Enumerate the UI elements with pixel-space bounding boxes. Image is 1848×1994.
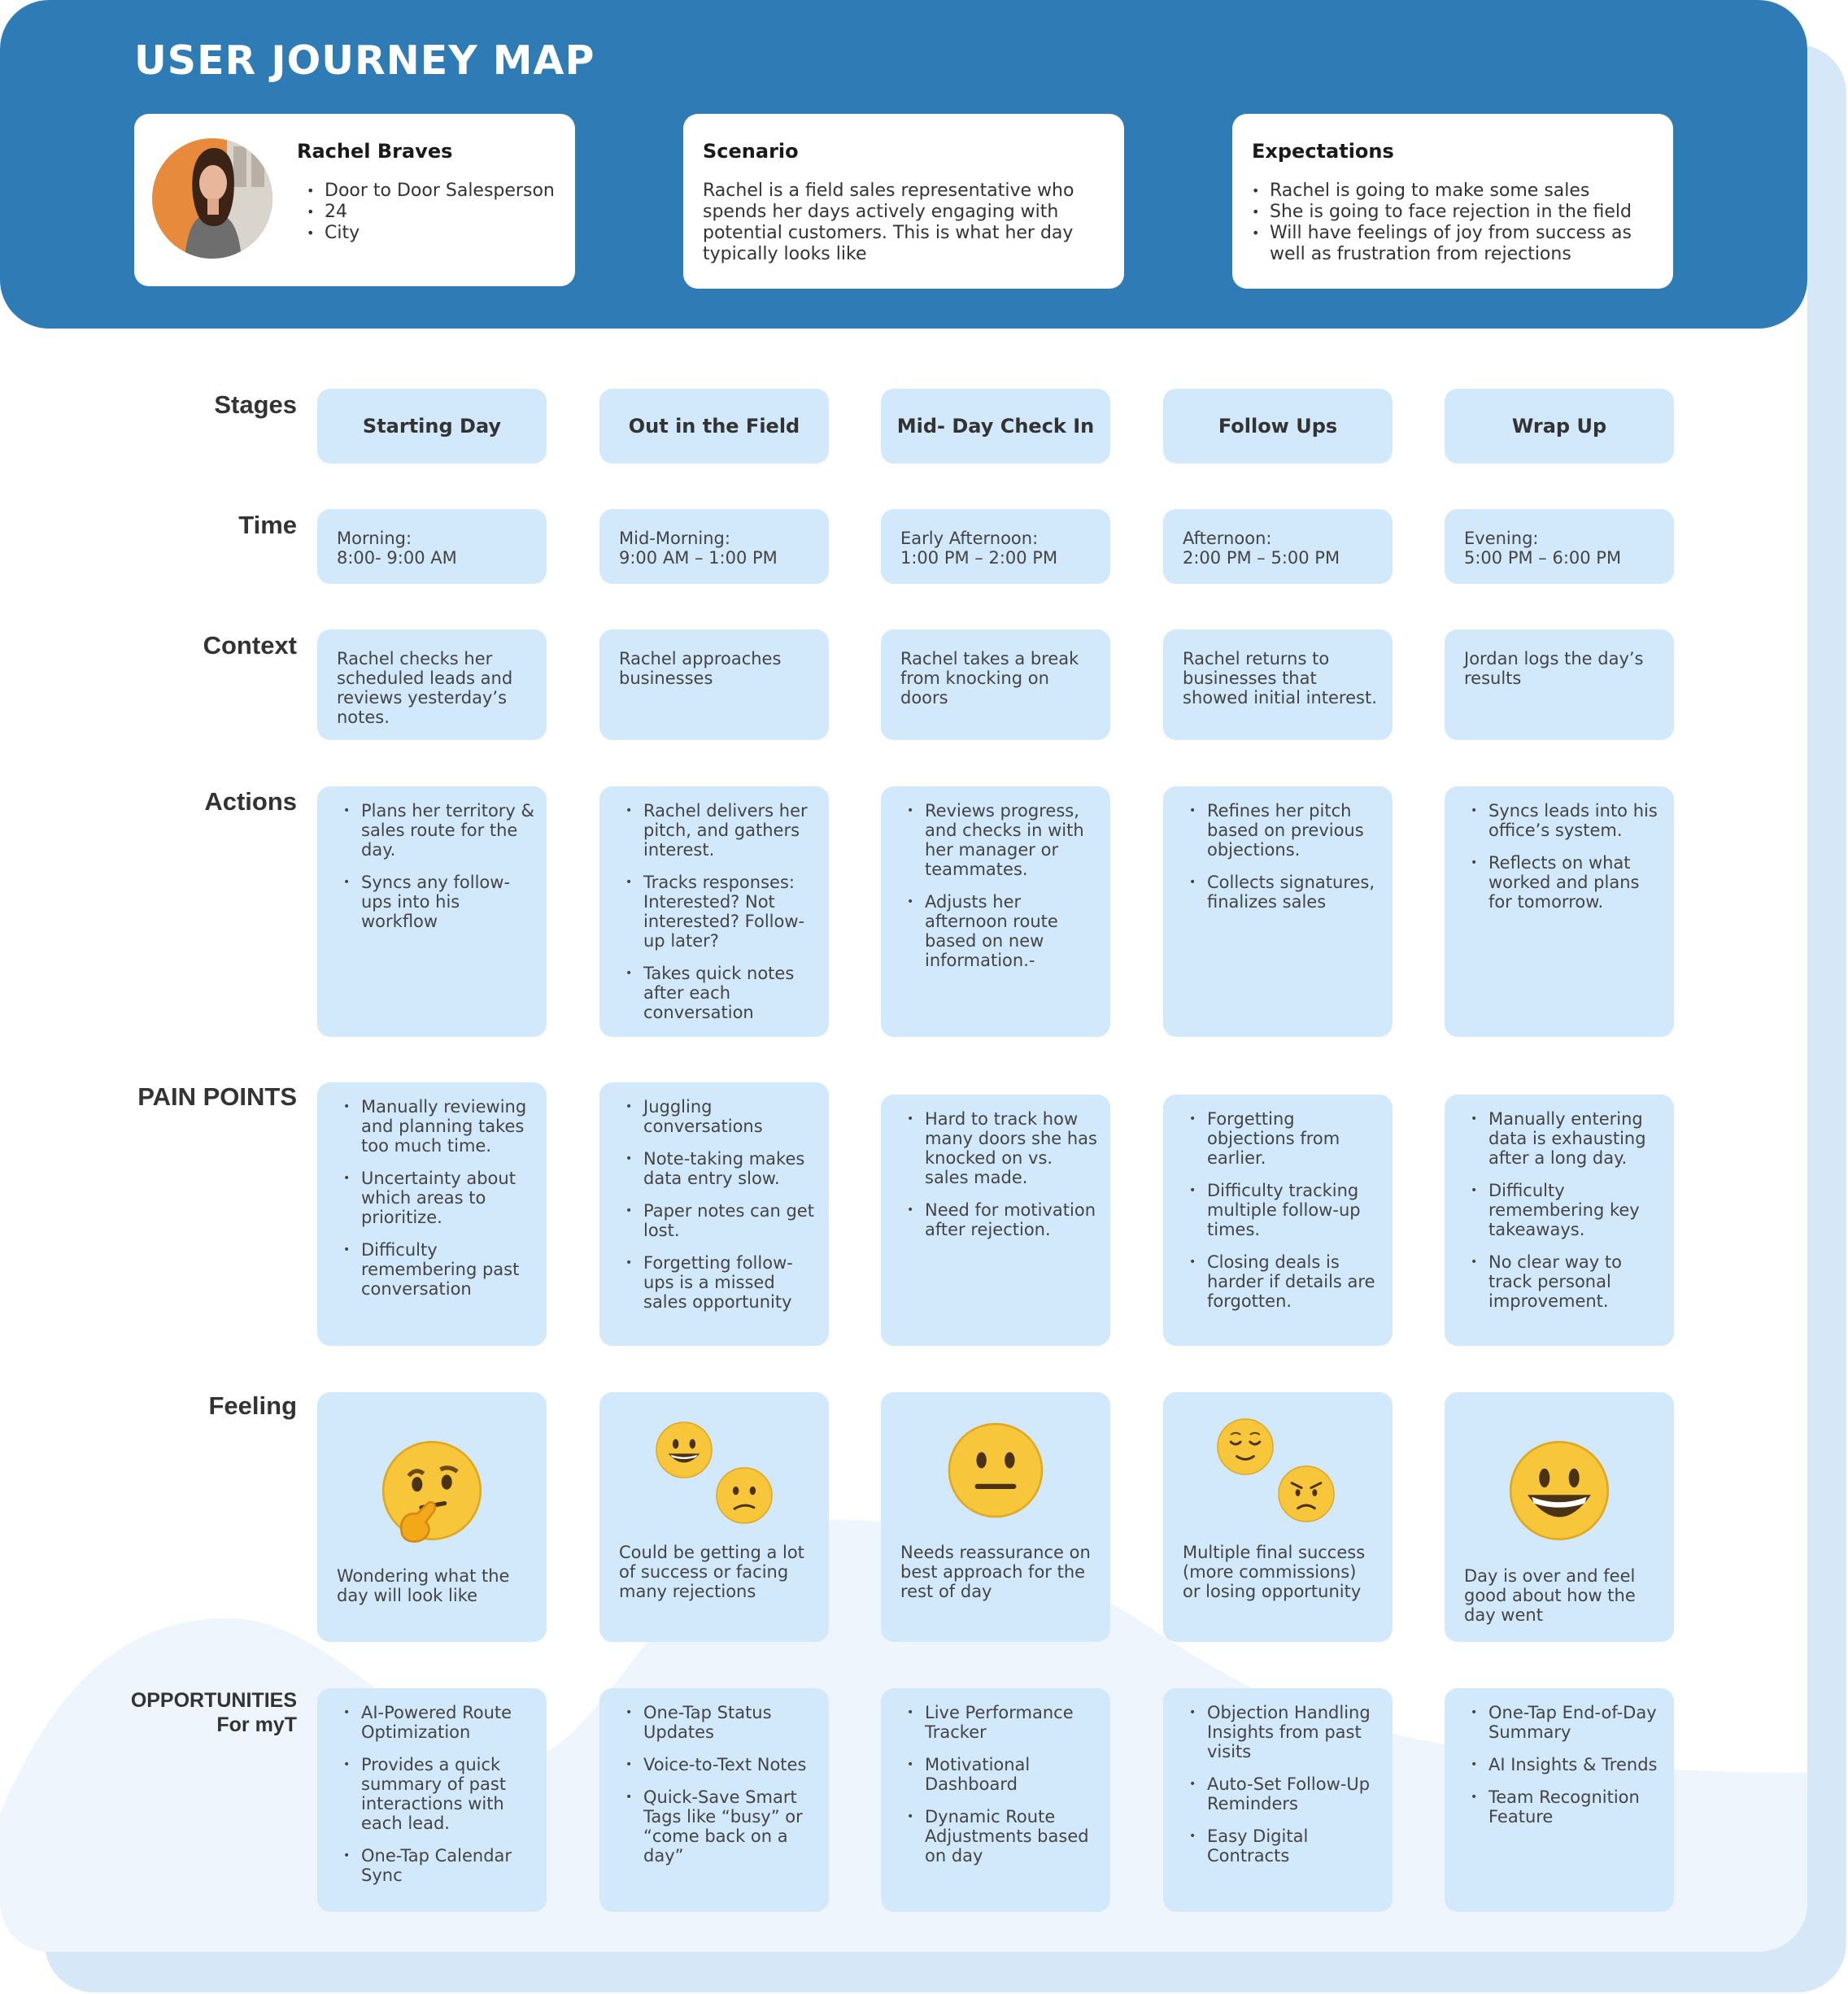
opportunity-item: • Auto-Set Follow-Up Reminders [1183, 1774, 1381, 1813]
angry-face-emoji [1276, 1464, 1336, 1524]
feeling-text: Multiple final success (more commissions) or losing opportunity [1183, 1543, 1366, 1601]
neutral-face-emoji [945, 1420, 1046, 1521]
feeling-cell [1163, 1392, 1393, 1642]
action-item-list [1183, 801, 1381, 925]
action-item: • Tracks responses: Interested? Not interested? Follow-up later? [619, 873, 817, 951]
pain-point-item: • Hard to track how many doors she has knocked on vs. sales made. [900, 1109, 1099, 1187]
pain-point-item: • Uncertainty about which areas to prioritize. [337, 1169, 535, 1227]
row-label-opportunities-line1: OPPORTUNITIES [130, 1689, 297, 1712]
pain-points-cell [881, 1095, 1110, 1346]
pain-points-cell [1445, 1095, 1674, 1346]
time-cell [1163, 509, 1393, 584]
opportunity-item-list [619, 1703, 817, 1879]
action-item: • Rachel delivers her pitch, and gathers interest. [619, 801, 817, 860]
pain-point-item: • Closing deals is harder if details are forgotten. [1183, 1252, 1381, 1311]
opportunities-cell [1445, 1688, 1674, 1912]
expectations-title: Expectations [1252, 140, 1394, 163]
row-label-pain-points: PAIN POINTS [137, 1082, 297, 1111]
opportunity-item: • Team Recognition Feature [1464, 1787, 1663, 1826]
context-text: Rachel approaches businesses [619, 649, 782, 688]
pain-point-item: • Difficulty tracking multiple follow-up times. [1183, 1181, 1381, 1239]
pain-point-item: • Need for motivation after rejection. [900, 1200, 1099, 1239]
time-text: Early Afternoon: 1:00 PM – 2:00 PM [900, 529, 1058, 568]
action-item: • Adjusts her afternoon route based on new information.- [900, 892, 1099, 970]
opportunities-cell [1163, 1688, 1393, 1912]
actions-cell [881, 786, 1110, 1037]
actions-cell [599, 786, 829, 1037]
context-cell [317, 629, 547, 740]
pain-points-cell [1163, 1095, 1393, 1346]
context-cell [1445, 629, 1674, 740]
persona-name: Rachel Braves [297, 140, 453, 163]
pain-point-item-list [619, 1097, 817, 1325]
pain-point-item-list [900, 1109, 1099, 1252]
pain-point-item: • Note-taking makes data entry slow. [619, 1149, 817, 1188]
expectation-item: • Rachel is going to make some sales [1252, 181, 1642, 202]
action-item: • Reflects on what worked and plans for tomorrow. [1464, 853, 1663, 912]
opportunity-item: • One-Tap Status Updates [619, 1703, 817, 1742]
opportunity-item: • AI Insights & Trends [1464, 1755, 1663, 1774]
time-cell [1445, 509, 1674, 584]
opportunity-item: • AI-Powered Route Optimization [337, 1703, 535, 1742]
feeling-text: Could be getting a lot of success or facing many rejections [619, 1543, 804, 1601]
row-label-actions: Actions [204, 787, 297, 816]
context-text: Rachel takes a break from knocking on doors [900, 649, 1079, 707]
action-item: • Syncs leads into his office’s system. [1464, 801, 1663, 840]
actions-cell [1445, 786, 1674, 1037]
expectation-item: • She is going to face rejection in the field [1252, 202, 1642, 223]
opportunity-item: • Easy Digital Contracts [1183, 1826, 1381, 1866]
pain-points-cell [317, 1082, 547, 1346]
big-smile-face-emoji [1506, 1438, 1612, 1543]
time-cell [881, 509, 1110, 584]
expectation-item: • Will have feelings of joy from success as well as frustration from rejections [1252, 223, 1642, 265]
action-item: • Collects signatures, finalizes sales [1183, 873, 1381, 912]
opportunity-item-list [900, 1703, 1099, 1879]
thinking-face-emoji [379, 1438, 485, 1543]
time-cell [599, 509, 829, 584]
time-text: Mid-Morning: 9:00 AM – 1:00 PM [619, 529, 778, 568]
opportunity-item: • Objection Handling Insights from past visits [1183, 1703, 1381, 1761]
feeling-cell [1445, 1392, 1674, 1642]
grinning-face-emoji [654, 1420, 714, 1480]
pain-point-item-list [337, 1097, 535, 1312]
feeling-text: Wondering what the day will look like [337, 1566, 510, 1605]
opportunities-cell [317, 1688, 547, 1912]
row-label-opportunities [131, 1688, 297, 1737]
pain-point-item-list [1183, 1109, 1381, 1324]
header [0, 0, 1807, 329]
stage-header: Starting Day [317, 389, 547, 464]
action-item-list [337, 801, 535, 944]
stage-header: Mid- Day Check In [881, 389, 1110, 464]
opportunity-item-list [1464, 1703, 1663, 1839]
stage-header: Wrap Up [1445, 389, 1674, 464]
action-item: • Reviews progress, and checks in with her manager or teammates. [900, 801, 1099, 879]
pain-point-item: • Difficulty remembering past conversation [337, 1240, 535, 1299]
opportunity-item: • One-Tap Calendar Sync [337, 1846, 535, 1885]
context-text: Rachel checks her scheduled leads and reviews yesterday’s notes. [337, 649, 513, 727]
time-cell [317, 509, 547, 584]
pain-point-item: • Manually reviewing and planning takes too much time. [337, 1097, 535, 1156]
opportunity-item-list [337, 1703, 535, 1898]
feeling-text: Day is over and feel good about how the day went [1464, 1566, 1636, 1625]
pain-point-item: • No clear way to track personal improvement. [1464, 1252, 1663, 1311]
persona-card [134, 114, 575, 286]
opportunity-item: • One-Tap End-of-Day Summary [1464, 1703, 1663, 1742]
scenario-title: Scenario [703, 140, 799, 163]
scenario-text: Rachel is a field sales representative who spends her days actively engaging with potential customers. This is what her day typically looks like [703, 181, 1074, 264]
feeling-cell [317, 1392, 547, 1642]
pain-point-item: • Juggling conversations [619, 1097, 817, 1136]
context-text: Jordan logs the day’s results [1464, 649, 1644, 688]
scenario-card [683, 114, 1124, 289]
persona-avatar [152, 138, 272, 259]
action-item-list [1464, 801, 1663, 925]
feeling-cell [881, 1392, 1110, 1642]
opportunity-item: • Motivational Dashboard [900, 1755, 1099, 1794]
expectations-card [1232, 114, 1673, 289]
confused-face-emoji [714, 1465, 774, 1526]
stage-header: Follow Ups [1163, 389, 1393, 464]
page-title: USER JOURNEY MAP [134, 37, 595, 84]
persona-detail: • City [307, 223, 555, 244]
action-item: • Syncs any follow-ups into his workflow [337, 873, 535, 931]
context-cell [1163, 629, 1393, 740]
opportunity-item: • Quick-Save Smart Tags like “busy” or “come back on a day” [619, 1787, 817, 1866]
pain-point-item: • Manually entering data is exhausting after a long day. [1464, 1109, 1663, 1168]
opportunity-item: • Dynamic Route Adjustments based on day [900, 1807, 1099, 1866]
pain-point-item: • Difficulty remembering key takeaways. [1464, 1181, 1663, 1239]
time-text: Evening: 5:00 PM – 6:00 PM [1464, 529, 1622, 568]
opportunities-cell [881, 1688, 1110, 1912]
action-item: • Plans her territory & sales route for the day. [337, 801, 535, 860]
feeling-text: Needs reassurance on best approach for the rest of day [900, 1543, 1091, 1601]
pain-point-item-list [1464, 1109, 1663, 1324]
action-item: • Takes quick notes after each conversation [619, 964, 817, 1022]
time-text: Afternoon: 2:00 PM – 5:00 PM [1183, 529, 1340, 568]
feeling-cell [599, 1392, 829, 1642]
action-item-list [900, 801, 1099, 983]
pain-point-item: • Forgetting objections from earlier. [1183, 1109, 1381, 1168]
row-label-feeling: Feeling [208, 1391, 297, 1420]
opportunities-cell [599, 1688, 829, 1912]
row-label-time: Time [238, 511, 297, 539]
time-text: Morning: 8:00- 9:00 AM [337, 529, 457, 568]
row-label-opportunities-line2: For myT [216, 1713, 297, 1736]
context-cell [881, 629, 1110, 740]
actions-cell [1163, 786, 1393, 1037]
opportunity-item: • Provides a quick summary of past interactions with each lead. [337, 1755, 535, 1833]
opportunity-item-list [1183, 1703, 1381, 1879]
stage-header: Out in the Field [599, 389, 829, 464]
context-cell [599, 629, 829, 740]
relieved-face-emoji [1215, 1417, 1275, 1477]
pain-points-cell [599, 1082, 829, 1346]
pain-point-item: • Forgetting follow-ups is a missed sales opportunity [619, 1253, 817, 1312]
pain-point-item: • Paper notes can get lost. [619, 1201, 817, 1240]
expectations-list [1252, 181, 1642, 265]
action-item-list [619, 801, 817, 1035]
actions-cell [317, 786, 547, 1037]
row-label-context: Context [203, 631, 297, 660]
persona-detail: • 24 [307, 202, 555, 223]
persona-detail: • Door to Door Salesperson [307, 181, 555, 202]
persona-details [307, 181, 555, 244]
opportunity-item: • Live Performance Tracker [900, 1703, 1099, 1742]
row-label-stages: Stages [214, 390, 297, 419]
opportunity-item: • Voice-to-Text Notes [619, 1755, 817, 1774]
context-text: Rachel returns to businesses that showed initial interest. [1183, 649, 1377, 707]
action-item: • Refines her pitch based on previous objections. [1183, 801, 1381, 860]
